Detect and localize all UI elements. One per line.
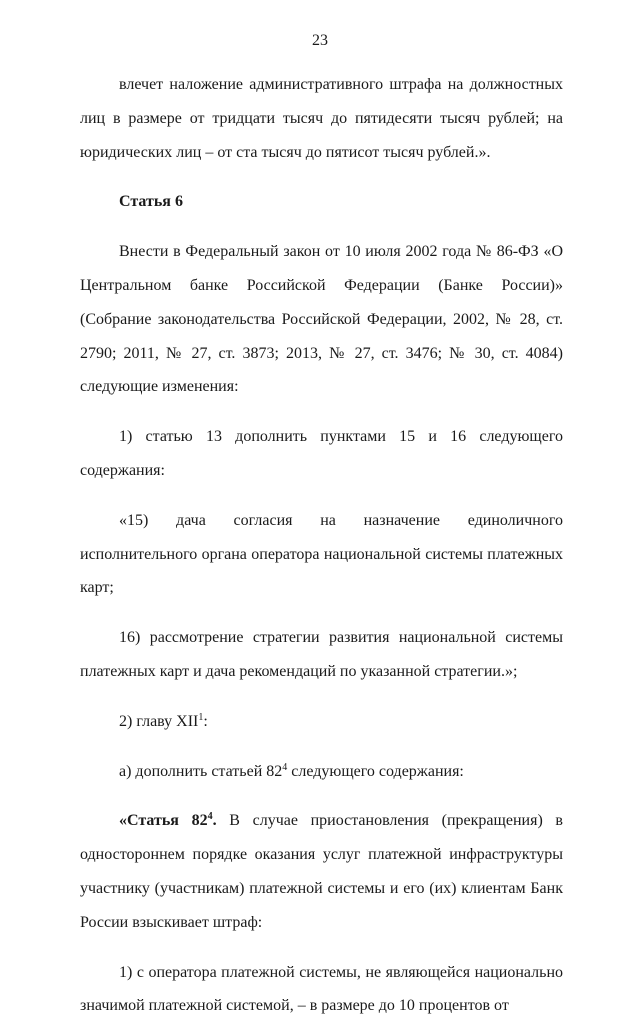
article-82-4-text: В случае приостановления (прекращения) в одностороннем порядке оказания услуг платежной инфраструктуры участнику (участникам) платежной системы и его (их) клиентам Банк России взыскивает штраф:: [80, 812, 563, 931]
document-body: [80, 68, 563, 1023]
paragraph-amendment-intro: Внести в Федеральный закон от 10 июля 2002 года № 86-ФЗ «О Центральном банке Российской Федерации (Банке России)» (Собрание законодательства Российской Федерации, 2002, № 28, ст. 2790; 2011, № 27, ст. 3873; 2013, № 27, ст. 3476; № 30, ст. 4084) следующие изменения:: [80, 243, 563, 396]
paragraph-item-1: 1) статью 13 дополнить пунктами 15 и 16 следующего содержания:: [80, 428, 563, 479]
paragraph-point-16: 16) рассмотрение стратегии развития национальной системы платежных карт и дача рекомендаций по указанной стратегии.»;: [80, 629, 563, 680]
paragraph-subitem-a: [80, 755, 563, 789]
paragraph-fine-clause: влечет наложение административного штрафа на должностных лиц в размере от тридцати тысяч до пятидесяти тысяч рублей; на юридических лиц – от ста тысяч до пятисот тысяч рублей.».: [80, 76, 563, 161]
paragraph-item-2: [80, 705, 563, 739]
item-2-text: 2) главу XII: [119, 712, 199, 730]
page-number: 23: [312, 32, 328, 49]
article-heading: Статья 6: [119, 193, 183, 211]
article-82-4-label: «Статья 82: [119, 812, 208, 830]
article-82-4-dot: .: [212, 812, 217, 830]
paragraph-operator-fine: 1) с оператора платежной системы, не являющейся национально значимой платежной системой, – в размере до 10 процентов от: [80, 963, 563, 1015]
article-82-4-superscript: 4: [207, 811, 213, 823]
subitem-a-text: а) дополнить статьей 82: [119, 762, 283, 780]
paragraph-point-15: «15) дача согласия на назначение единоличного исполнительного органа оператора национальной системы платежных карт;: [80, 511, 563, 597]
item-2-superscript: 1: [198, 711, 204, 723]
paragraph-article-82-4: [80, 804, 563, 939]
subitem-a-superscript: 4: [282, 761, 288, 773]
item-2-tail: :: [203, 712, 208, 730]
subitem-a-tail: следующего содержания:: [287, 762, 464, 780]
